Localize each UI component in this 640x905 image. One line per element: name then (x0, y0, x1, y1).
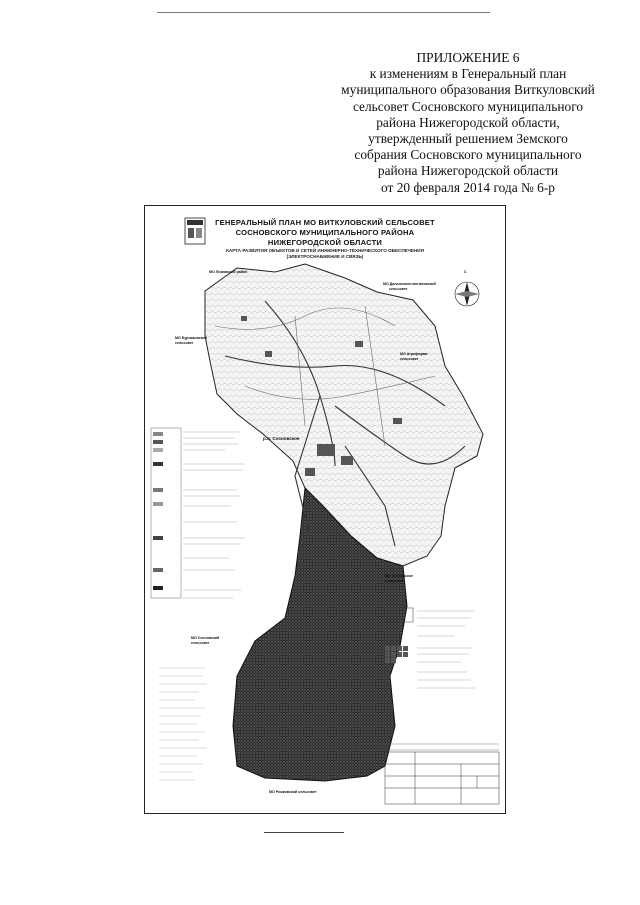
annex-line: собрания Сосновского муниципального (354, 147, 582, 163)
map-title-block (145, 206, 505, 260)
legend-left (151, 428, 245, 598)
stamp-block (385, 752, 499, 804)
territory-north (205, 264, 483, 566)
map-title-line: СОСНОВСКОГО МУНИЦИПАЛЬНОГО РАЙОНА (235, 228, 415, 237)
map-drawing (145, 206, 505, 813)
map-label: МО Сосновский (191, 636, 220, 640)
map-label: сельсовет (400, 357, 419, 361)
top-rule (157, 12, 490, 13)
map-label: МО Ломовский район (209, 270, 248, 274)
map-label: р.п. Сосновское (263, 436, 300, 441)
map-sheet (144, 205, 506, 814)
map-label: сельсовет (389, 287, 408, 291)
bottom-rule (264, 832, 344, 833)
annex-line: района Нижегородской области, (376, 114, 560, 130)
map-title-line: НИЖЕГОРОДСКОЙ ОБЛАСТИ (267, 238, 383, 247)
annex-line: ПРИЛОЖЕНИЕ 6 (416, 50, 520, 65)
annex-line: к изменениям в Генеральный план (369, 66, 567, 82)
annex-line: муниципального образования Виткуловский (341, 82, 595, 98)
map-label: МО Дальнеконстантиновский (383, 282, 436, 286)
map-title-line: ГЕНЕРАЛЬНЫЙ ПЛАН МО ВИТКУЛОВСКИЙ СЕЛЬСОВЕТ (215, 218, 435, 227)
map-label: сельсовет (385, 579, 404, 583)
map-label: МО Сосновское (385, 574, 413, 578)
annex-line: утвержденный решением Земского (368, 131, 568, 147)
annex-line: района Нижегородской области (377, 163, 559, 179)
map-label: сельсовет (191, 641, 210, 645)
map-label: МО Бурнаковский (175, 336, 207, 340)
compass-letter: С (464, 270, 467, 274)
map-label: МО Агрофирма (400, 352, 428, 356)
map-label: МО Рожковский сельсовет (269, 790, 317, 794)
map-subtitle-line: (ЭЛЕКТРОСНАБЖЕНИЕ И СВЯЗЬ) (286, 254, 364, 259)
annex-line: от 20 февраля 2014 года № 6-р (380, 179, 556, 195)
map-label: сельсовет (175, 341, 194, 345)
legend-list-bottom (159, 668, 207, 780)
annex-header (318, 50, 618, 196)
map-subtitle-line: КАРТА РАЗВИТИЯ ОБЪЕКТОВ И СЕТЕЙ ИНЖЕНЕРНО-ТЕХНИЧЕСКОГО ОБЕСПЕЧЕНИЯ (226, 248, 424, 253)
annex-line: сельсовет Сосновского муниципального (352, 98, 584, 114)
compass-rose-icon (455, 282, 479, 306)
